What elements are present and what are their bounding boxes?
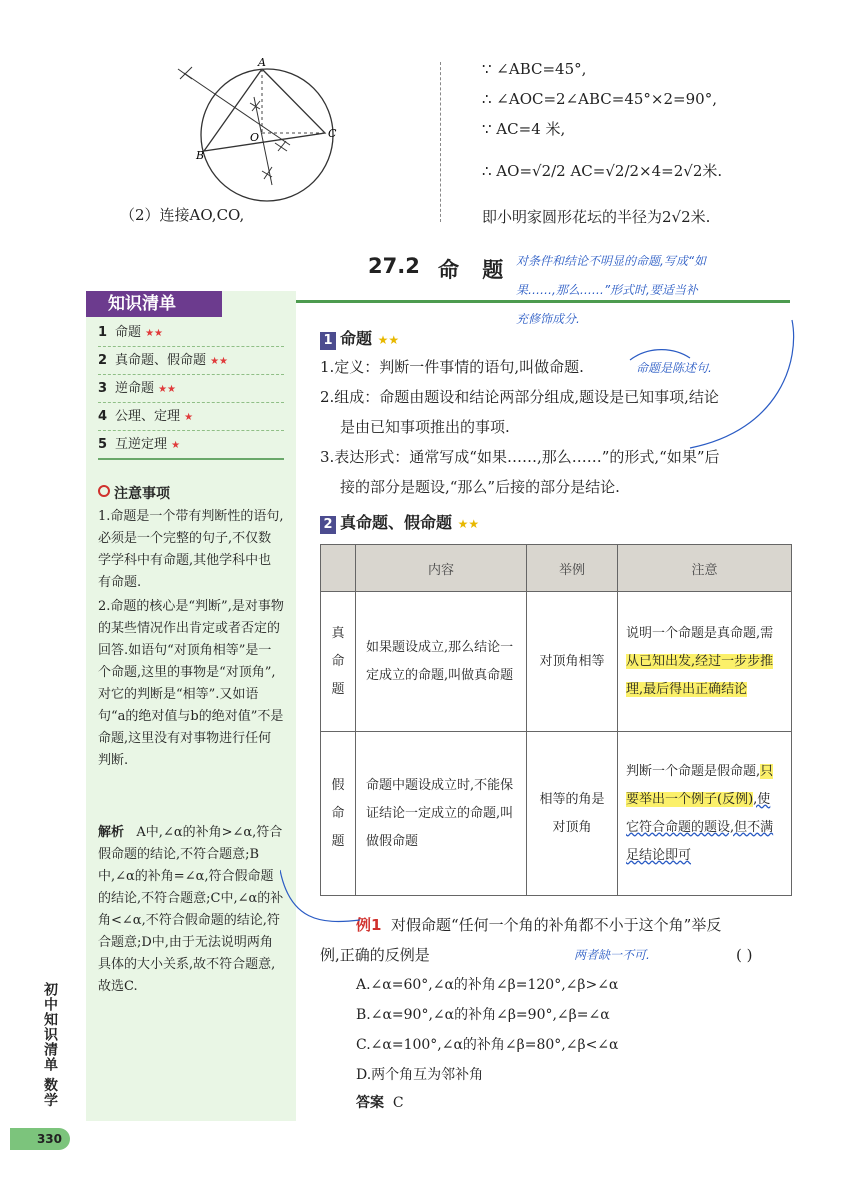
row-content: 如果题设成立,那么结论一定成立的命题,叫做真命题	[356, 592, 527, 732]
page-number: 330	[10, 1128, 70, 1150]
table-header: 注意	[618, 545, 792, 592]
definition-line: 1.定义：判断一件事情的语句,叫做命题.	[320, 358, 584, 376]
handwritten-note-top-2: 果……,那么……”形式时,要适当补	[516, 283, 698, 297]
note-highlight: 只要举出一个例子(反例)	[626, 763, 774, 807]
book-title-vertical: 初中知识清单 数学	[42, 982, 58, 1108]
step-2-text: （2）连接AO,CO,	[120, 206, 245, 224]
note-text: ,使它符合命题的题设,但不满足结论即可	[626, 791, 774, 863]
bullet-icon	[98, 485, 110, 497]
notes-heading	[98, 483, 170, 503]
option-d: D.两个角互为邻补角	[356, 1067, 484, 1083]
proof-line-3: ∵ AC=4 米,	[482, 120, 566, 138]
option-c: C.∠α=100°,∠α的补角∠β=80°,∠β<∠α	[356, 1037, 619, 1053]
item-num: 4	[98, 409, 108, 424]
answer-value: C	[392, 1095, 404, 1111]
note-text: 判断一个命题是假命题,	[626, 763, 761, 779]
knowledge-item-3	[98, 376, 284, 403]
example-line-2: 例,正确的反例是	[320, 946, 430, 964]
example-label: 例1	[356, 916, 382, 934]
item-label: 逆命题	[115, 381, 155, 396]
knowledge-item-1	[98, 320, 284, 347]
item-num: 5	[98, 437, 108, 452]
handwritten-example-note: 两者缺一不可.	[574, 948, 650, 962]
point-A-label: A	[258, 56, 266, 69]
point-O-label: O	[250, 131, 260, 144]
handwritten-note-top-1: 对条件和结论不明显的命题,写成“如	[516, 254, 707, 268]
item-label: 真命题、假命题	[115, 353, 207, 368]
example-question: 对假命题“任何一个角的补角都不小于这个角”举反	[390, 916, 722, 934]
answer-label: 答案	[356, 1095, 384, 1111]
note-1: 1.命题是一个带有判断性的语句,必须是一个完整的句子,不仅数学学科中有命题,其他学科中也有命题.	[98, 509, 284, 590]
answer-parentheses: ( )	[736, 946, 753, 964]
circle-figure	[170, 55, 350, 205]
analysis-text: A中,∠α的补角>∠α,符合假命题的结论,不符合题意;B中,∠α的补角=∠α,符合假命题的结论,不符合题意;C中,∠α的补角<∠α,不符合假命题的结论,符合题意;D中,由于无法说明两角具体的大小关系,故不符合题意,故选C.	[98, 825, 284, 994]
analysis-block	[98, 822, 284, 998]
knowledge-list-tag: 知识清单	[86, 291, 222, 317]
star-icon: ★	[171, 440, 181, 451]
part-1-number: 1	[320, 332, 336, 350]
table-header: 举例	[527, 545, 618, 592]
star-icon: ★	[184, 412, 194, 423]
point-C-label: C	[328, 127, 337, 140]
section-title: 命 题	[438, 258, 512, 282]
star-icon: ★★	[210, 356, 228, 367]
note-text: 说明一个命题是真命题,需	[626, 625, 774, 641]
proof-line-2: ∴ ∠AOC=2∠ABC=45°×2=90°,	[482, 90, 717, 108]
star-icon: ★★	[145, 328, 163, 339]
handwritten-definition-note: 命题是陈述句.	[636, 361, 712, 375]
proof-line-4: ∴ AO=√2/2 AC=√2/2×4=2√2米.	[482, 162, 723, 180]
answer-line	[356, 1092, 404, 1112]
item-num: 2	[98, 353, 108, 368]
item-label: 公理、定理	[115, 409, 181, 424]
notes-heading-text: 注意事项	[114, 486, 170, 502]
handwritten-arrows	[280, 300, 810, 950]
proof-line-1: ∵ ∠ABC=45°,	[482, 60, 587, 78]
column-divider	[440, 62, 441, 222]
handwritten-note-top-3: 充修饰成分.	[516, 312, 580, 326]
part-2-title: 真命题、假命题	[340, 513, 453, 532]
knowledge-item-5	[98, 432, 284, 460]
option-a: A.∠α=60°,∠α的补角∠β=120°,∠β>∠α	[356, 977, 619, 993]
point-B-label: B	[196, 149, 205, 162]
form-line-1: 3.表达形式：通常写成“如果……,那么……”的形式,“如果”后	[320, 448, 720, 466]
note-highlight: 从已知出发,经过一步步推理,最后得出正确结论	[626, 653, 774, 697]
composition-line-2: 是由已知事项推出的事项.	[340, 418, 510, 436]
proof-conclusion: 即小明家圆形花坛的半径为2√2米.	[482, 208, 711, 226]
form-line-2: 接的部分是题设,“那么”后接的部分是结论.	[340, 478, 620, 496]
row-example: 对顶角相等	[527, 592, 618, 732]
star-icon: ★★	[457, 517, 480, 531]
star-icon: ★★	[377, 333, 400, 347]
section-number: 27.2	[368, 254, 420, 278]
item-num: 3	[98, 381, 108, 396]
row-type: 真命题	[321, 592, 356, 732]
note-2: 2.命题的核心是“判断”,是对事物的某些情况作出肯定或者否定的回答.如语句“对顶角相等”是一个命题,这里的事物是“对顶角”,对它的判断是“相等”.又如语句“a的绝对值与b的绝对值”不是命题,这里没有对事物进行任何判断.	[98, 599, 284, 768]
star-icon: ★★	[158, 384, 176, 395]
part-2-number: 2	[320, 516, 336, 534]
analysis-label: 解析	[98, 825, 125, 840]
row-example: 相等的角是对顶角	[527, 732, 618, 896]
part-1-title: 命题	[340, 329, 373, 348]
table-header: 内容	[356, 545, 527, 592]
row-type: 假命题	[321, 732, 356, 896]
option-b: B.∠α=90°,∠α的补角∠β=90°,∠β=∠α	[356, 1007, 610, 1023]
item-label: 命题	[115, 325, 142, 340]
item-label: 互逆定理	[115, 437, 168, 452]
knowledge-item-2	[98, 348, 284, 375]
row-content: 命题中题设成立时,不能保证结论一定成立的命题,叫做假命题	[356, 732, 527, 896]
knowledge-item-4	[98, 404, 284, 431]
item-num: 1	[98, 325, 108, 340]
composition-line-1: 2.组成：命题由题设和结论两部分组成,题设是已知事项,结论	[320, 388, 719, 406]
